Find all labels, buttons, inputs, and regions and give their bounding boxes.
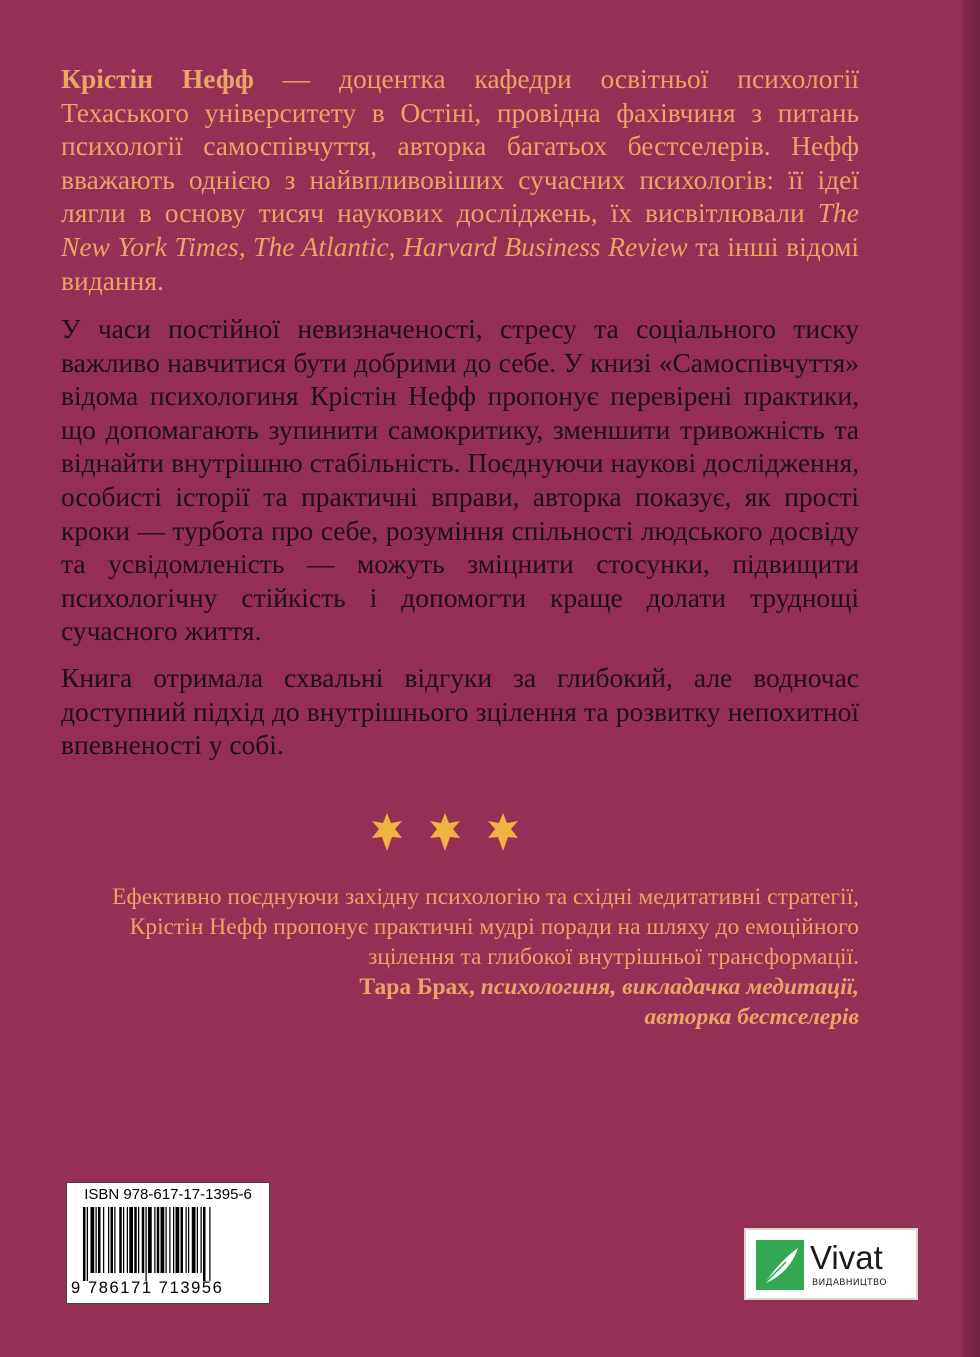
- quote-text: Ефективно поєднуючи західну психологію та східні медитативні стратегії, Крістін Нефф пропонує практичні мудрі поради на шляху до емоційного зцілення та глибокої внутрішньої трансформації.: [112, 884, 859, 970]
- barcode-bar: [127, 1207, 128, 1273]
- description-paragraph-1: У часи постійної невизначеності, стресу та соціального тиску важливо навчитися бути добрими до себе. У книзі «Самоспівчуття» відома психологиня Крістін Нефф пропонує перевірені практики, що допомагають зупинити самокритику, зменшити тривожність та віднайти внутрішню стабільність. Поєднуючи наукові дослідження, особисті історії та практичні вправи, авторка показує, як прості кроки — турбота про себе, розуміння спільності людського досвіду та усвідомленість — можуть зміцнити стосунки, підвищити психологічну стійкість і допомогти краще долати труднощі сучасного життя.: [61, 313, 859, 647]
- barcode-bar: [173, 1207, 174, 1273]
- barcode-bar: [123, 1207, 124, 1273]
- book-description: [61, 312, 859, 775]
- barcode-bar: [188, 1207, 189, 1273]
- barcode-bar: [166, 1207, 167, 1273]
- quote-author-role-2: авторка бестселерів: [644, 1004, 859, 1030]
- barcode-bar: [181, 1207, 184, 1273]
- barcode-bar: [161, 1207, 165, 1273]
- barcode: [83, 1207, 259, 1281]
- barcode-bar: [169, 1207, 170, 1273]
- publisher-subtitle: ВИДАВНИЦТВО: [812, 1278, 887, 1288]
- author-bio: [61, 62, 859, 297]
- barcode-bar: [111, 1207, 114, 1273]
- barcode-bar: [138, 1207, 139, 1273]
- barcode-bar: [87, 1207, 88, 1281]
- barcode-bar: [119, 1207, 122, 1273]
- author-name: Крістін Нефф: [61, 63, 254, 94]
- barcode-bar: [176, 1207, 180, 1273]
- barcode-bar: [154, 1207, 155, 1273]
- star-icon: [488, 813, 518, 851]
- barcode-bar: [201, 1207, 202, 1273]
- isbn-barcode-box: [66, 1182, 270, 1304]
- barcode-bar: [98, 1207, 101, 1273]
- barcode-bar: [209, 1207, 210, 1281]
- isbn-digits: 9 786171 713956: [71, 1279, 224, 1297]
- barcode-bar: [197, 1207, 198, 1273]
- isbn-label: ISBN 978-617-17-1395-6: [84, 1186, 252, 1203]
- bio-text-1: — доцентка кафедри освітньої психології Техаського університету в Остіні, провідна фахівчиня з питань психології самоспівчуття, авторка багатьох бестселерів. Нефф вважають однією з найвпливовіших сучасних психологів: її ідеї лягли в основу тисяч наукових досліджень, їх висвітлювали: [61, 63, 860, 229]
- star-icon: [372, 813, 402, 851]
- barcode-bar: [203, 1207, 206, 1281]
- barcode-bar: [192, 1207, 196, 1273]
- stars-divider: [360, 810, 530, 854]
- quote-author-role-1: психологиня, викладачка медитації,: [480, 974, 859, 1000]
- quote-author: Тара Брах,: [359, 974, 475, 1000]
- barcode-bar: [108, 1207, 109, 1273]
- feather-icon: [756, 1240, 804, 1290]
- publisher-logo: [744, 1228, 918, 1300]
- barcode-bar: [114, 1207, 115, 1273]
- barcode-bar: [186, 1207, 187, 1273]
- barcode-bar: [96, 1207, 97, 1273]
- description-paragraph-2: Книга отримала схвальні відгуки за глибокий, але водночас доступний підхід до внутрішнього зцілення та розвитку непохитної впевненості у собі.: [61, 661, 859, 761]
- barcode-bar: [103, 1207, 104, 1273]
- endorsement-quote: [70, 882, 859, 1032]
- barcode-bar: [129, 1207, 133, 1273]
- barcode-bar: [91, 1207, 95, 1273]
- publisher-name: Vivat: [810, 1239, 883, 1276]
- bio-text-2: та інші відомі видання.: [61, 230, 859, 296]
- barcode-bar: [142, 1207, 145, 1273]
- barcode-bar: [134, 1207, 137, 1273]
- barcode-bar: [157, 1207, 160, 1273]
- barcode-bar: [83, 1207, 86, 1281]
- bio-publications: The New York Times, The Atlantic, Harvard Business Review: [61, 197, 859, 262]
- spine-edge: [962, 0, 980, 1357]
- star-icon: [430, 813, 460, 851]
- barcode-bar: [148, 1207, 152, 1273]
- barcode-bar: [146, 1207, 147, 1281]
